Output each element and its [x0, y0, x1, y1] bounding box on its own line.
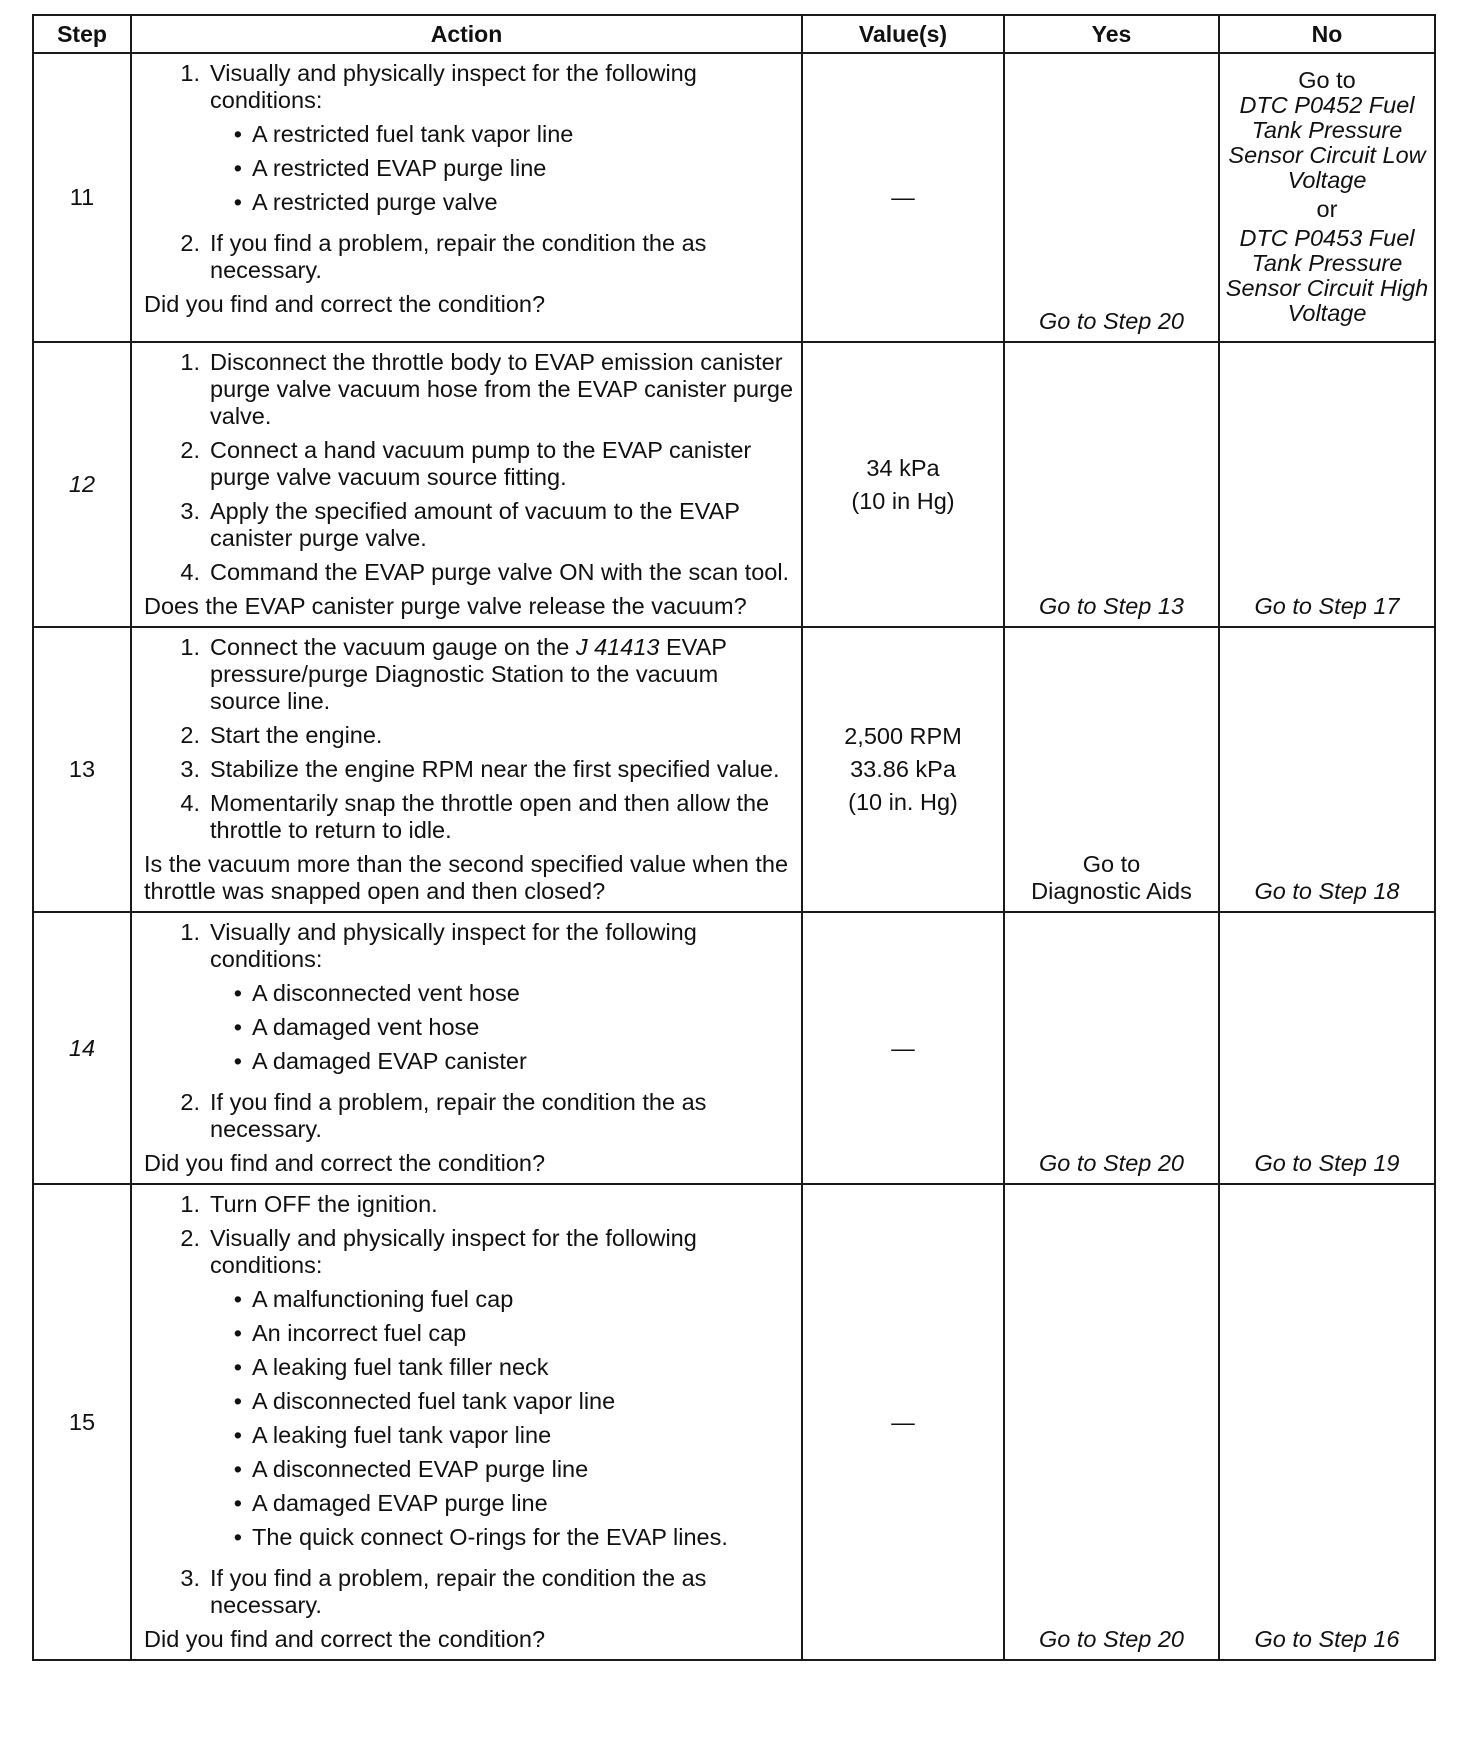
yes-cell: Go to Step 13	[1004, 342, 1219, 627]
table-row	[33, 627, 1435, 912]
action-item: 4. Momentarily snap the throttle open and then allow the throttle to return to idle.	[180, 790, 770, 843]
bullet-item: • A disconnected EVAP purge line	[233, 1456, 589, 1482]
step-number: 15	[33, 1184, 131, 1660]
bullet-item: • An incorrect fuel cap	[233, 1320, 467, 1346]
action-cell	[131, 627, 802, 912]
action-item: 1. Turn OFF the ignition.	[180, 1191, 438, 1217]
value-cell: 2,500 RPM 33.86 kPa (10 in. Hg)	[802, 627, 1004, 912]
header-yes: Yes	[1004, 15, 1219, 53]
action-item: 1. Visually and physically inspect for the following conditions: • A disconnected vent hose • A damaged vent hose • A damaged EVAP canister	[144, 919, 795, 1082]
action-question: Is the vacuum more than the second specified value when the throttle was snapped open and then closed?	[144, 851, 789, 904]
bullet-item: • The quick connect O-rings for the EVAP lines.	[233, 1524, 728, 1550]
action-question: Does the EVAP canister purge valve release the vacuum?	[144, 593, 747, 619]
action-item: 1. Disconnect the throttle body to EVAP emission canister purge valve vacuum hose from the EVAP canister purge valve.	[180, 349, 794, 429]
value-cell: —	[802, 53, 1004, 342]
no-cell: Go to Step 18	[1219, 627, 1435, 912]
no-cell: Go to Step 17	[1219, 342, 1435, 627]
action-item: 2. Start the engine.	[180, 722, 383, 748]
bullet-item: • A leaking fuel tank vapor line	[233, 1422, 552, 1448]
header-values: Value(s)	[802, 15, 1004, 53]
action-cell	[131, 342, 802, 627]
action-cell	[131, 912, 802, 1184]
value-cell: —	[802, 1184, 1004, 1660]
bullet-item: • A disconnected vent hose	[233, 980, 520, 1006]
no-cell: Go to Step 16	[1219, 1184, 1435, 1660]
header-action: Action	[131, 15, 802, 53]
bullet-item: • A disconnected fuel tank vapor line	[233, 1388, 616, 1414]
table-row	[33, 53, 1435, 342]
action-item: 1. Connect the vacuum gauge on the J 41413 EVAP pressure/purge Diagnostic Station to the vacuum source line.	[180, 634, 727, 714]
action-item: 1. Visually and physically inspect for the following conditions: • A restricted fuel tank vapor line • A restricted EVAP purge line • A restricted purge valve	[144, 60, 795, 223]
no-cell: Go to Step 19	[1219, 912, 1435, 1184]
step-number: 12	[33, 342, 131, 627]
diagnostic-table	[32, 14, 1436, 1661]
bullet-item: • A restricted purge valve	[233, 189, 498, 215]
bullet-item: • A restricted fuel tank vapor line	[233, 121, 574, 147]
bullet-item: • A restricted EVAP purge line	[233, 155, 547, 181]
bullet-item: • A malfunctioning fuel cap	[233, 1286, 514, 1312]
action-item: 4. Command the EVAP purge valve ON with the scan tool.	[180, 559, 790, 585]
yes-cell: Go to Step 20	[1004, 1184, 1219, 1660]
action-cell	[131, 1184, 802, 1660]
step-number: 11	[33, 53, 131, 342]
value-cell: —	[802, 912, 1004, 1184]
action-item: 3. If you find a problem, repair the condition the as necessary.	[180, 1565, 707, 1618]
bullet-item: • A leaking fuel tank filler neck	[233, 1354, 549, 1380]
yes-cell: Go to Diagnostic Aids	[1004, 627, 1219, 912]
value-cell: 34 kPa (10 in Hg)	[802, 342, 1004, 627]
header-no: No	[1219, 15, 1435, 53]
no-cell: Go to DTC P0452 Fuel Tank Pressure Sensor Circuit Low Voltage or DTC P0453 Fuel Tank Pressure Sensor Circuit High Voltage	[1219, 53, 1435, 342]
bullet-item: • A damaged EVAP purge line	[233, 1490, 548, 1516]
action-item: 3. Stabilize the engine RPM near the first specified value.	[180, 756, 780, 782]
step-number: 13	[33, 627, 131, 912]
table-row	[33, 1184, 1435, 1660]
table-header-row	[33, 15, 1435, 53]
diagnostic-table-sheet	[32, 14, 1434, 1661]
action-item: 2. If you find a problem, repair the condition the as necessary.	[180, 1089, 707, 1142]
table-row	[33, 342, 1435, 627]
action-item: 2. Connect a hand vacuum pump to the EVAP canister purge valve vacuum source fitting.	[180, 437, 752, 490]
yes-cell: Go to Step 20	[1004, 53, 1219, 342]
header-step: Step	[33, 15, 131, 53]
action-question: Did you find and correct the condition?	[144, 291, 546, 317]
action-item: 3. Apply the specified amount of vacuum to the EVAP canister purge valve.	[180, 498, 740, 551]
bullet-item: • A damaged EVAP canister	[233, 1048, 527, 1074]
action-cell	[131, 53, 802, 342]
action-item: 2. If you find a problem, repair the condition the as necessary.	[180, 230, 707, 283]
step-number: 14	[33, 912, 131, 1184]
table-row	[33, 912, 1435, 1184]
action-question: Did you find and correct the condition?	[144, 1150, 546, 1176]
bullet-item: • A damaged vent hose	[233, 1014, 480, 1040]
action-question: Did you find and correct the condition?	[144, 1626, 546, 1652]
yes-cell: Go to Step 20	[1004, 912, 1219, 1184]
action-item: 2. Visually and physically inspect for the following conditions: • A malfunctioning fuel cap • An incorrect fuel cap • A leaking fuel tank filler neck • A disconnected fuel tank vapor line • A leaking fuel tank vapor line • A disconnected EVAP purge line • A damaged EVAP purge line • The quick connect O-rings for the EVAP lines.	[144, 1225, 795, 1558]
